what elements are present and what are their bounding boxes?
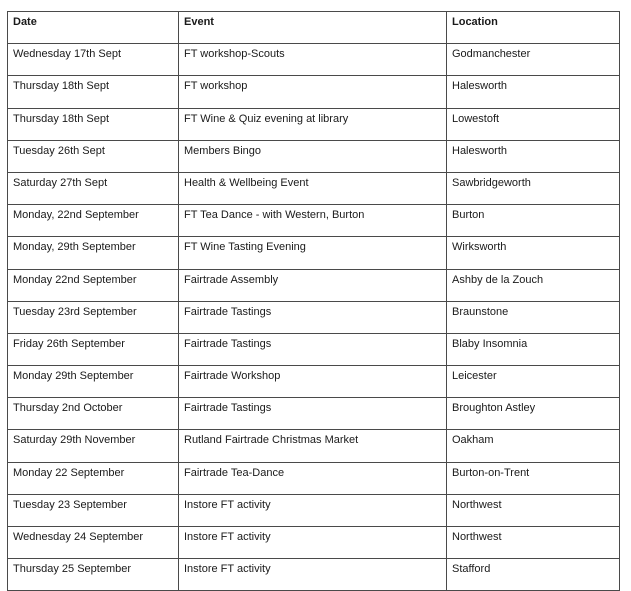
cell-event: FT Wine Tasting Evening <box>179 237 447 269</box>
cell-date: Monday 22nd September <box>8 269 179 301</box>
table-row <box>8 44 620 76</box>
cell-date: Wednesday 24 September <box>8 527 179 559</box>
cell-date: Thursday 25 September <box>8 559 179 591</box>
cell-location: Sawbridgeworth <box>447 172 620 204</box>
table-row <box>8 494 620 526</box>
cell-date: Saturday 27th Sept <box>8 172 179 204</box>
table-row <box>8 462 620 494</box>
cell-event: Rutland Fairtrade Christmas Market <box>179 430 447 462</box>
cell-event: FT Tea Dance - with Western, Burton <box>179 205 447 237</box>
table-row <box>8 237 620 269</box>
cell-location: Blaby Insomnia <box>447 333 620 365</box>
cell-date: Thursday 18th Sept <box>8 76 179 108</box>
cell-date: Monday 29th September <box>8 366 179 398</box>
cell-event: Members Bingo <box>179 140 447 172</box>
cell-date: Monday, 29th September <box>8 237 179 269</box>
table-row <box>8 172 620 204</box>
cell-date: Tuesday 23rd September <box>8 301 179 333</box>
table-row <box>8 205 620 237</box>
table-row <box>8 559 620 591</box>
cell-location: Oakham <box>447 430 620 462</box>
cell-date: Friday 26th September <box>8 333 179 365</box>
table-row <box>8 269 620 301</box>
cell-location: Ashby de la Zouch <box>447 269 620 301</box>
column-header-location: Location <box>447 12 620 44</box>
table-row <box>8 333 620 365</box>
cell-event: Fairtrade Assembly <box>179 269 447 301</box>
cell-date: Wednesday 17th Sept <box>8 44 179 76</box>
cell-location: Wirksworth <box>447 237 620 269</box>
table-row <box>8 366 620 398</box>
cell-location: Stafford <box>447 559 620 591</box>
cell-location: Halesworth <box>447 76 620 108</box>
cell-location: Burton <box>447 205 620 237</box>
table-row <box>8 430 620 462</box>
cell-location: Northwest <box>447 527 620 559</box>
cell-location: Braunstone <box>447 301 620 333</box>
cell-location: Broughton Astley <box>447 398 620 430</box>
cell-event: Instore FT activity <box>179 527 447 559</box>
cell-event: Fairtrade Tastings <box>179 301 447 333</box>
cell-date: Monday, 22nd September <box>8 205 179 237</box>
table-row <box>8 140 620 172</box>
cell-event: FT workshop-Scouts <box>179 44 447 76</box>
cell-event: Fairtrade Workshop <box>179 366 447 398</box>
table-row <box>8 398 620 430</box>
cell-event: Fairtrade Tastings <box>179 333 447 365</box>
cell-event: Fairtrade Tea-Dance <box>179 462 447 494</box>
column-header-event: Event <box>179 12 447 44</box>
cell-location: Lowestoft <box>447 108 620 140</box>
cell-event: FT Wine & Quiz evening at library <box>179 108 447 140</box>
cell-location: Northwest <box>447 494 620 526</box>
cell-location: Leicester <box>447 366 620 398</box>
table-row <box>8 108 620 140</box>
cell-location: Halesworth <box>447 140 620 172</box>
cell-date: Tuesday 26th Sept <box>8 140 179 172</box>
table-row <box>8 76 620 108</box>
cell-date: Thursday 2nd October <box>8 398 179 430</box>
cell-event: Instore FT activity <box>179 559 447 591</box>
cell-event: FT workshop <box>179 76 447 108</box>
cell-event: Health & Wellbeing Event <box>179 172 447 204</box>
cell-date: Monday 22 September <box>8 462 179 494</box>
cell-date: Thursday 18th Sept <box>8 108 179 140</box>
cell-event: Instore FT activity <box>179 494 447 526</box>
table-row <box>8 301 620 333</box>
cell-event: Fairtrade Tastings <box>179 398 447 430</box>
cell-location: Godmanchester <box>447 44 620 76</box>
column-header-date: Date <box>8 12 179 44</box>
cell-date: Saturday 29th November <box>8 430 179 462</box>
table-header-row <box>8 12 620 44</box>
cell-date: Tuesday 23 September <box>8 494 179 526</box>
cell-location: Burton-on-Trent <box>447 462 620 494</box>
table-row <box>8 527 620 559</box>
events-table <box>7 11 620 591</box>
